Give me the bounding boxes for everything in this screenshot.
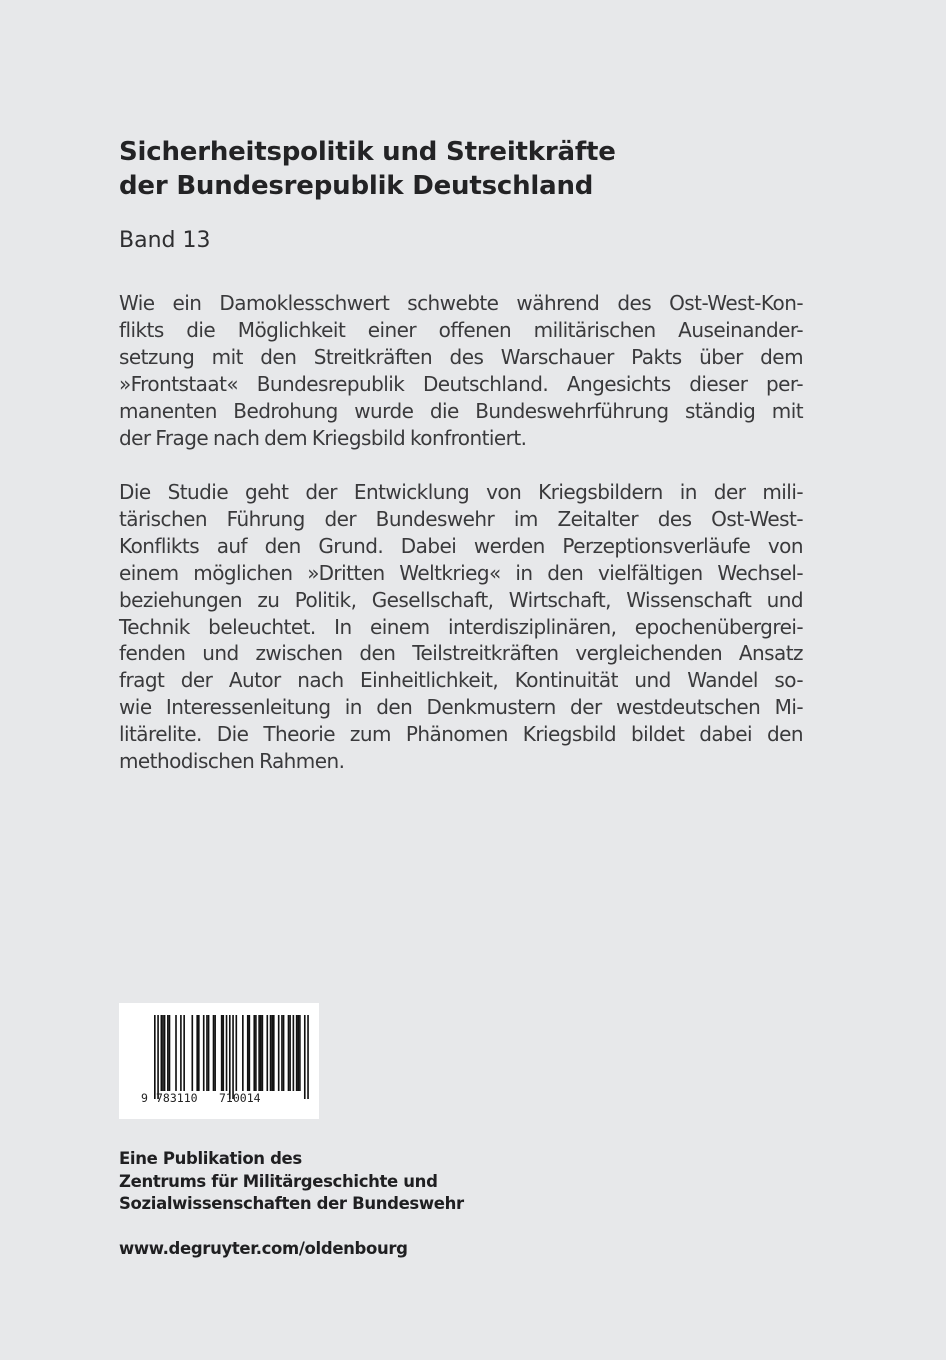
barcode-bar — [208, 1015, 210, 1091]
blurb-line: Die Studie geht der Entwicklung von Kriegsbildern in der mili- — [119, 480, 803, 504]
blurb-line: der Frage nach dem Kriegsbild konfrontiert. — [119, 425, 527, 450]
barcode-bar — [164, 1015, 166, 1091]
barcode-bar — [191, 1015, 193, 1091]
barcode-bar — [161, 1015, 163, 1091]
barcode-bar — [222, 1015, 224, 1091]
barcode-bar — [183, 1015, 185, 1091]
publisher-line: Eine Publikation des — [119, 1149, 302, 1168]
barcode-bar — [203, 1015, 205, 1091]
blurb-line: einem möglichen »Dritten Weltkrieg« in den vielfältigen Wechsel- — [119, 560, 803, 585]
blurb-line: tärischen Führung der Bundeswehr im Zeitalter des Ost-West- — [119, 506, 803, 531]
barcode-bar — [169, 1015, 171, 1091]
barcode-bar — [157, 1015, 159, 1099]
blurb-paragraph-1 — [119, 290, 803, 451]
barcode-bar — [273, 1015, 275, 1091]
barcode-bar — [297, 1015, 299, 1091]
barcode-bar — [281, 1015, 283, 1091]
isbn-barcode — [119, 1003, 319, 1119]
barcode-digit-left-group: 783110 — [156, 1091, 198, 1105]
blurb-line: flikts die Möglichkeit einer offenen militärischen Auseinander- — [119, 317, 803, 342]
barcode-bar — [214, 1015, 216, 1091]
barcode-bar — [293, 1015, 295, 1091]
barcode-bar — [266, 1015, 268, 1091]
barcode-bar — [232, 1015, 234, 1099]
barcode-bar — [180, 1015, 182, 1091]
blurb-line: methodischen Rahmen. — [119, 749, 345, 774]
blurb-paragraph-2 — [119, 479, 803, 775]
barcode-bar — [206, 1015, 208, 1091]
series-title — [119, 135, 819, 203]
blurb-line: Technik beleuchtet. In einem interdisziplinären, epochenübergrei- — [119, 614, 803, 639]
barcode-bar — [271, 1015, 273, 1091]
barcode-digit-prefix: 9 — [141, 1091, 148, 1105]
barcode-bar — [154, 1015, 156, 1099]
publisher-website: www.degruyter.com/oldenbourg — [119, 1239, 408, 1258]
barcode-bar — [258, 1015, 260, 1091]
volume-number: Band 13 — [119, 228, 211, 253]
barcode-bar — [253, 1015, 255, 1091]
barcode-bar — [249, 1015, 251, 1091]
barcode-bar — [247, 1015, 249, 1091]
barcode-bar — [283, 1015, 285, 1091]
barcode-bar — [304, 1015, 306, 1099]
barcode-bar — [296, 1015, 298, 1091]
blurb-line: wie Interessenleitung in den Denkmustern der westdeutschen Mi- — [119, 695, 803, 720]
barcode-bar — [198, 1015, 200, 1091]
barcode-bar — [255, 1015, 257, 1091]
blurb-line: Konflikts auf den Grund. Dabei werden Perzeptionsverläufe von — [119, 533, 803, 558]
blurb-line: fragt der Autor nach Einheitlichkeit, Kontinuität und Wandel so- — [119, 668, 803, 693]
barcode-bar — [236, 1015, 238, 1091]
barcode-bar — [242, 1015, 244, 1091]
barcode-bar — [196, 1015, 198, 1091]
publisher-line: Zentrums für Militärgeschichte und — [119, 1171, 438, 1191]
barcode-bar — [221, 1015, 223, 1091]
barcode-bar — [213, 1015, 215, 1091]
series-title-line: der Bundesrepublik Deutschland — [119, 171, 594, 201]
barcode-bar — [162, 1015, 164, 1091]
barcode-bar — [278, 1015, 280, 1091]
blurb-line: manenten Bedrohung wurde die Bundeswehrführung ständig mit — [119, 398, 803, 423]
publisher-line: Sozialwissenschaften der Bundeswehr — [119, 1194, 464, 1213]
barcode-bar — [289, 1015, 291, 1091]
blurb-line: fenden und zwischen den Teilstreitkräften vergleichenden Ansatz — [119, 641, 803, 666]
barcode-bar — [270, 1015, 272, 1091]
blurb-line: litärelite. Die Theorie zum Phänomen Kriegsbild bildet dabei den — [119, 722, 803, 747]
barcode-bar — [299, 1015, 301, 1091]
barcode-bar — [288, 1015, 290, 1091]
blurb-line: »Frontstaat« Bundesrepublik Deutschland. Angesichts dieser per- — [119, 371, 803, 396]
barcode-bar — [175, 1015, 177, 1091]
barcode-bar — [226, 1015, 228, 1091]
barcode-bar — [307, 1015, 309, 1099]
blurb-line: setzung mit den Streitkräften des Warschauer Pakts über dem — [119, 344, 803, 369]
publisher-info — [119, 1148, 464, 1216]
barcode-digit-right-group: 710014 — [219, 1091, 261, 1105]
barcode-bar — [260, 1015, 262, 1091]
blurb-line: beziehungen zu Politik, Gesellschaft, Wirtschaft, Wissenschaft und — [119, 587, 803, 612]
series-title-line: Sicherheitspolitik und Streitkräfte — [119, 137, 616, 167]
blurb-line: Wie ein Damoklesschwert schwebte während des Ost-West-Kon- — [119, 291, 803, 315]
barcode-bar — [167, 1015, 169, 1091]
barcode-bar — [229, 1015, 231, 1099]
barcode-bar — [262, 1015, 264, 1091]
